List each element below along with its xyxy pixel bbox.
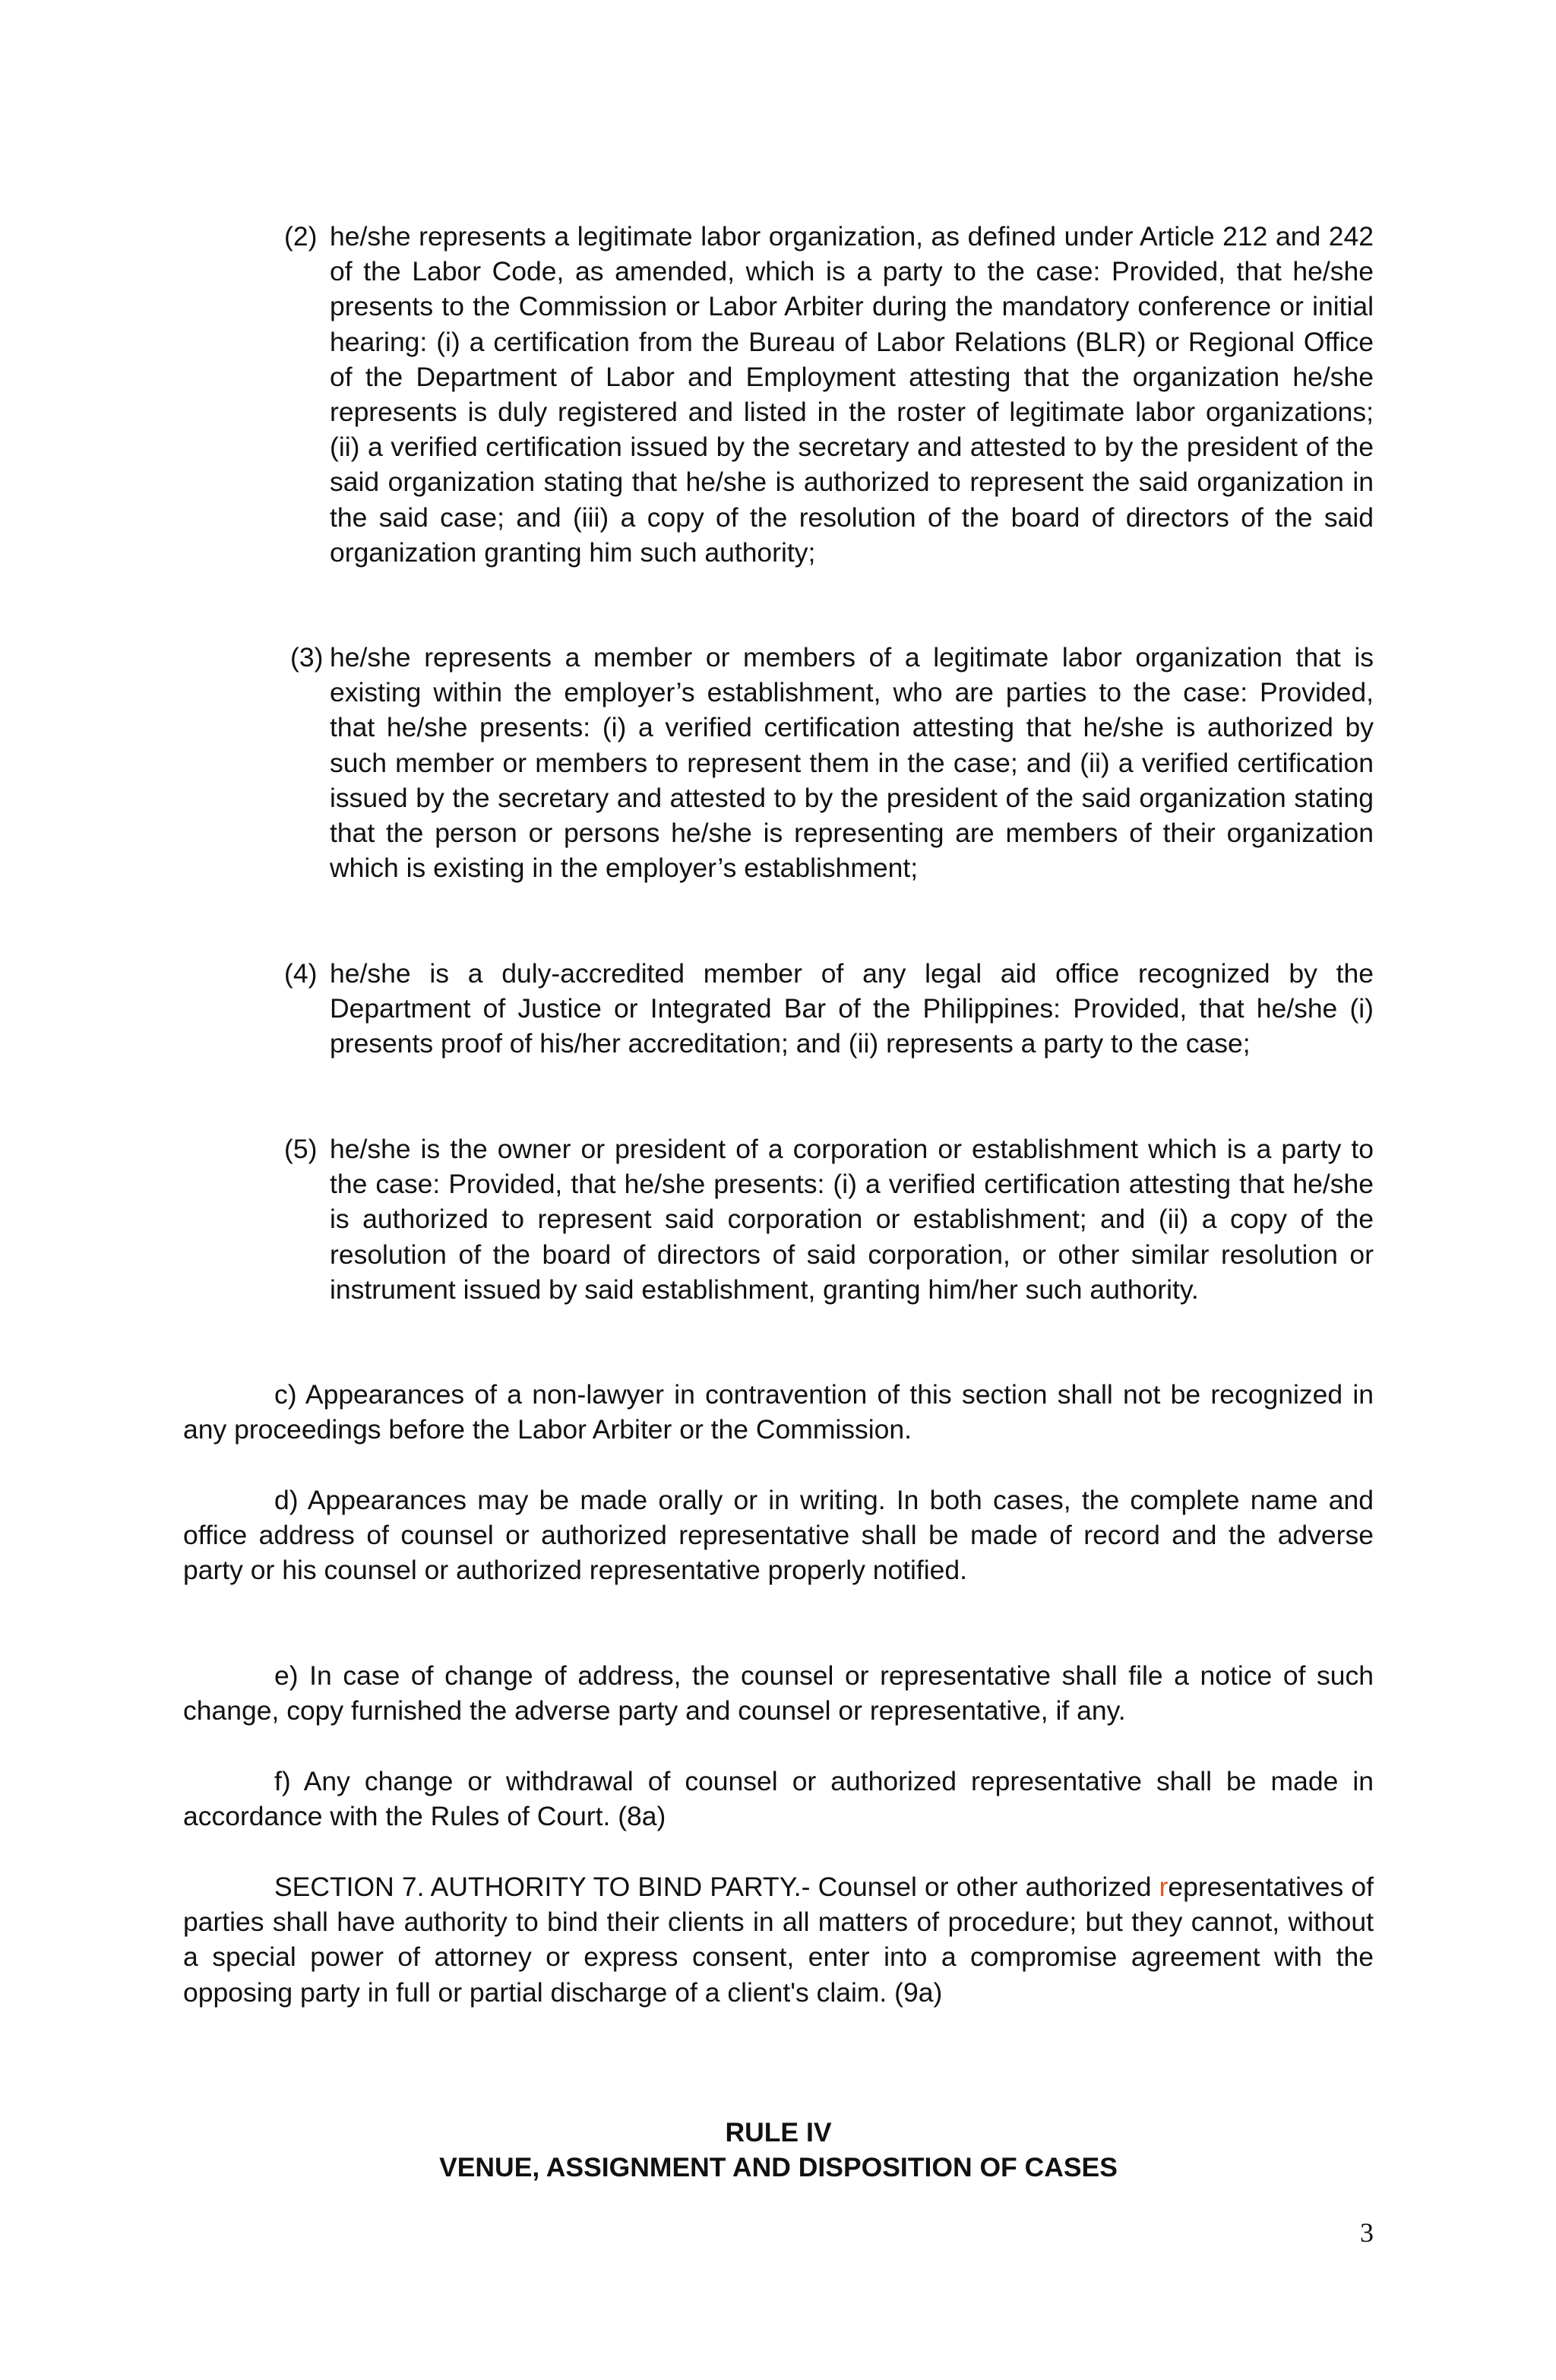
paragraph-d: d) Appearances may be made orally or in writing. In both cases, the complete name and office address of counsel or authorized representative shall be made of record and the adverse party or his counsel or authorized representative properly notified.: [183, 1485, 1374, 1586]
section-7-rest: epresentatives of parties shall have authority to bind their clients in all matters of procedure; but they cannot, without a special power of attorney or express consent, enter into a compromise agreement with the opposing party in full or partial discharge of a client's claim. (9a): [183, 1872, 1374, 2008]
list-item-number: (3): [290, 642, 324, 673]
list-item-4: [284, 956, 1374, 1062]
section-7-paragraph: [183, 1869, 1374, 2010]
paragraph-f: f) Any change or withdrawal of counsel or authorized representative shall be made in accordance with the Rules of Court. (8a): [183, 1766, 1374, 1832]
list-item-3: [290, 640, 1374, 885]
list-item-5: [284, 1131, 1374, 1307]
list-item-number: (2): [284, 221, 318, 252]
list-item-text: he/she represents a member or members of a legitimate labor organization that is existing within the employer’s establishment, who are parties to the case: Provided, that he/she presents: (i) a verified certification attesting that he/she is authorized by such member or members to represent them in the case; and (ii) a verified certification issued by the secretary and attested to by the president of the said organization stating that the person or persons he/she is representing are members of their organization which is existing in the employer’s establishment;: [330, 642, 1374, 884]
list-item-text: he/she is a duly-accredited member of any legal aid office recognized by the Department of Justice or Integrated Bar of the Philippines: Provided, that he/she (i) presents proof of his/her accreditation; and (ii) represents a party to the case;: [330, 958, 1374, 1059]
list-item-2: [284, 219, 1374, 570]
list-item-text: he/she represents a legitimate labor organization, as defined under Article 212 and 242 of the Labor Code, as amended, which is a party to the case: Provided, that he/she presents to the Commission or Labor Arbiter during the mandatory conference or initial hearing: (i) a certification from the Bureau of Labor Relations (BLR) or Regional Office of the Department of Labor and Employment attesting that the organization he/she represents is duly registered and listed in the roster of legitimate labor organizations; (ii) a verified certification issued by the secretary and attested to by the president of the said organization stating that he/she is authorized to represent the said organization in the said case; and (iii) a copy of the resolution of the board of directors of the said organization granting him such authority;: [330, 221, 1374, 568]
rule-title: VENUE, ASSIGNMENT AND DISPOSITION OF CASES: [439, 2152, 1118, 2182]
paragraph-e: e) In case of change of address, the counsel or representative shall file a notice of such change, copy furnished the adverse party and counsel or representative, if any.: [183, 1660, 1374, 1726]
paragraph-c: c) Appearances of a non-lawyer in contravention of this section shall not be recognized in any proceedings before the Labor Arbiter or the Commission.: [183, 1379, 1374, 1445]
list-item-number: (5): [284, 1134, 318, 1164]
page-number: 3: [1360, 2217, 1374, 2248]
section-7-accent-letter: r: [1159, 1872, 1169, 1902]
rule-number: RULE IV: [725, 2117, 832, 2147]
list-item-number: (4): [284, 958, 318, 989]
list-item-text: he/she is the owner or president of a corporation or establishment which is a party to the case: Provided, that he/she presents: (i) a verified certification attesting that he/she is authorized to represent said corporation or establishment; and (ii) a copy of the resolution of the board of directors of said corporation, or other similar resolution or instrument issued by said establishment, granting him/her such authority.: [330, 1134, 1374, 1305]
section-7-lead: SECTION 7. AUTHORITY TO BIND PARTY.- Counsel or other authorized: [274, 1872, 1159, 1902]
